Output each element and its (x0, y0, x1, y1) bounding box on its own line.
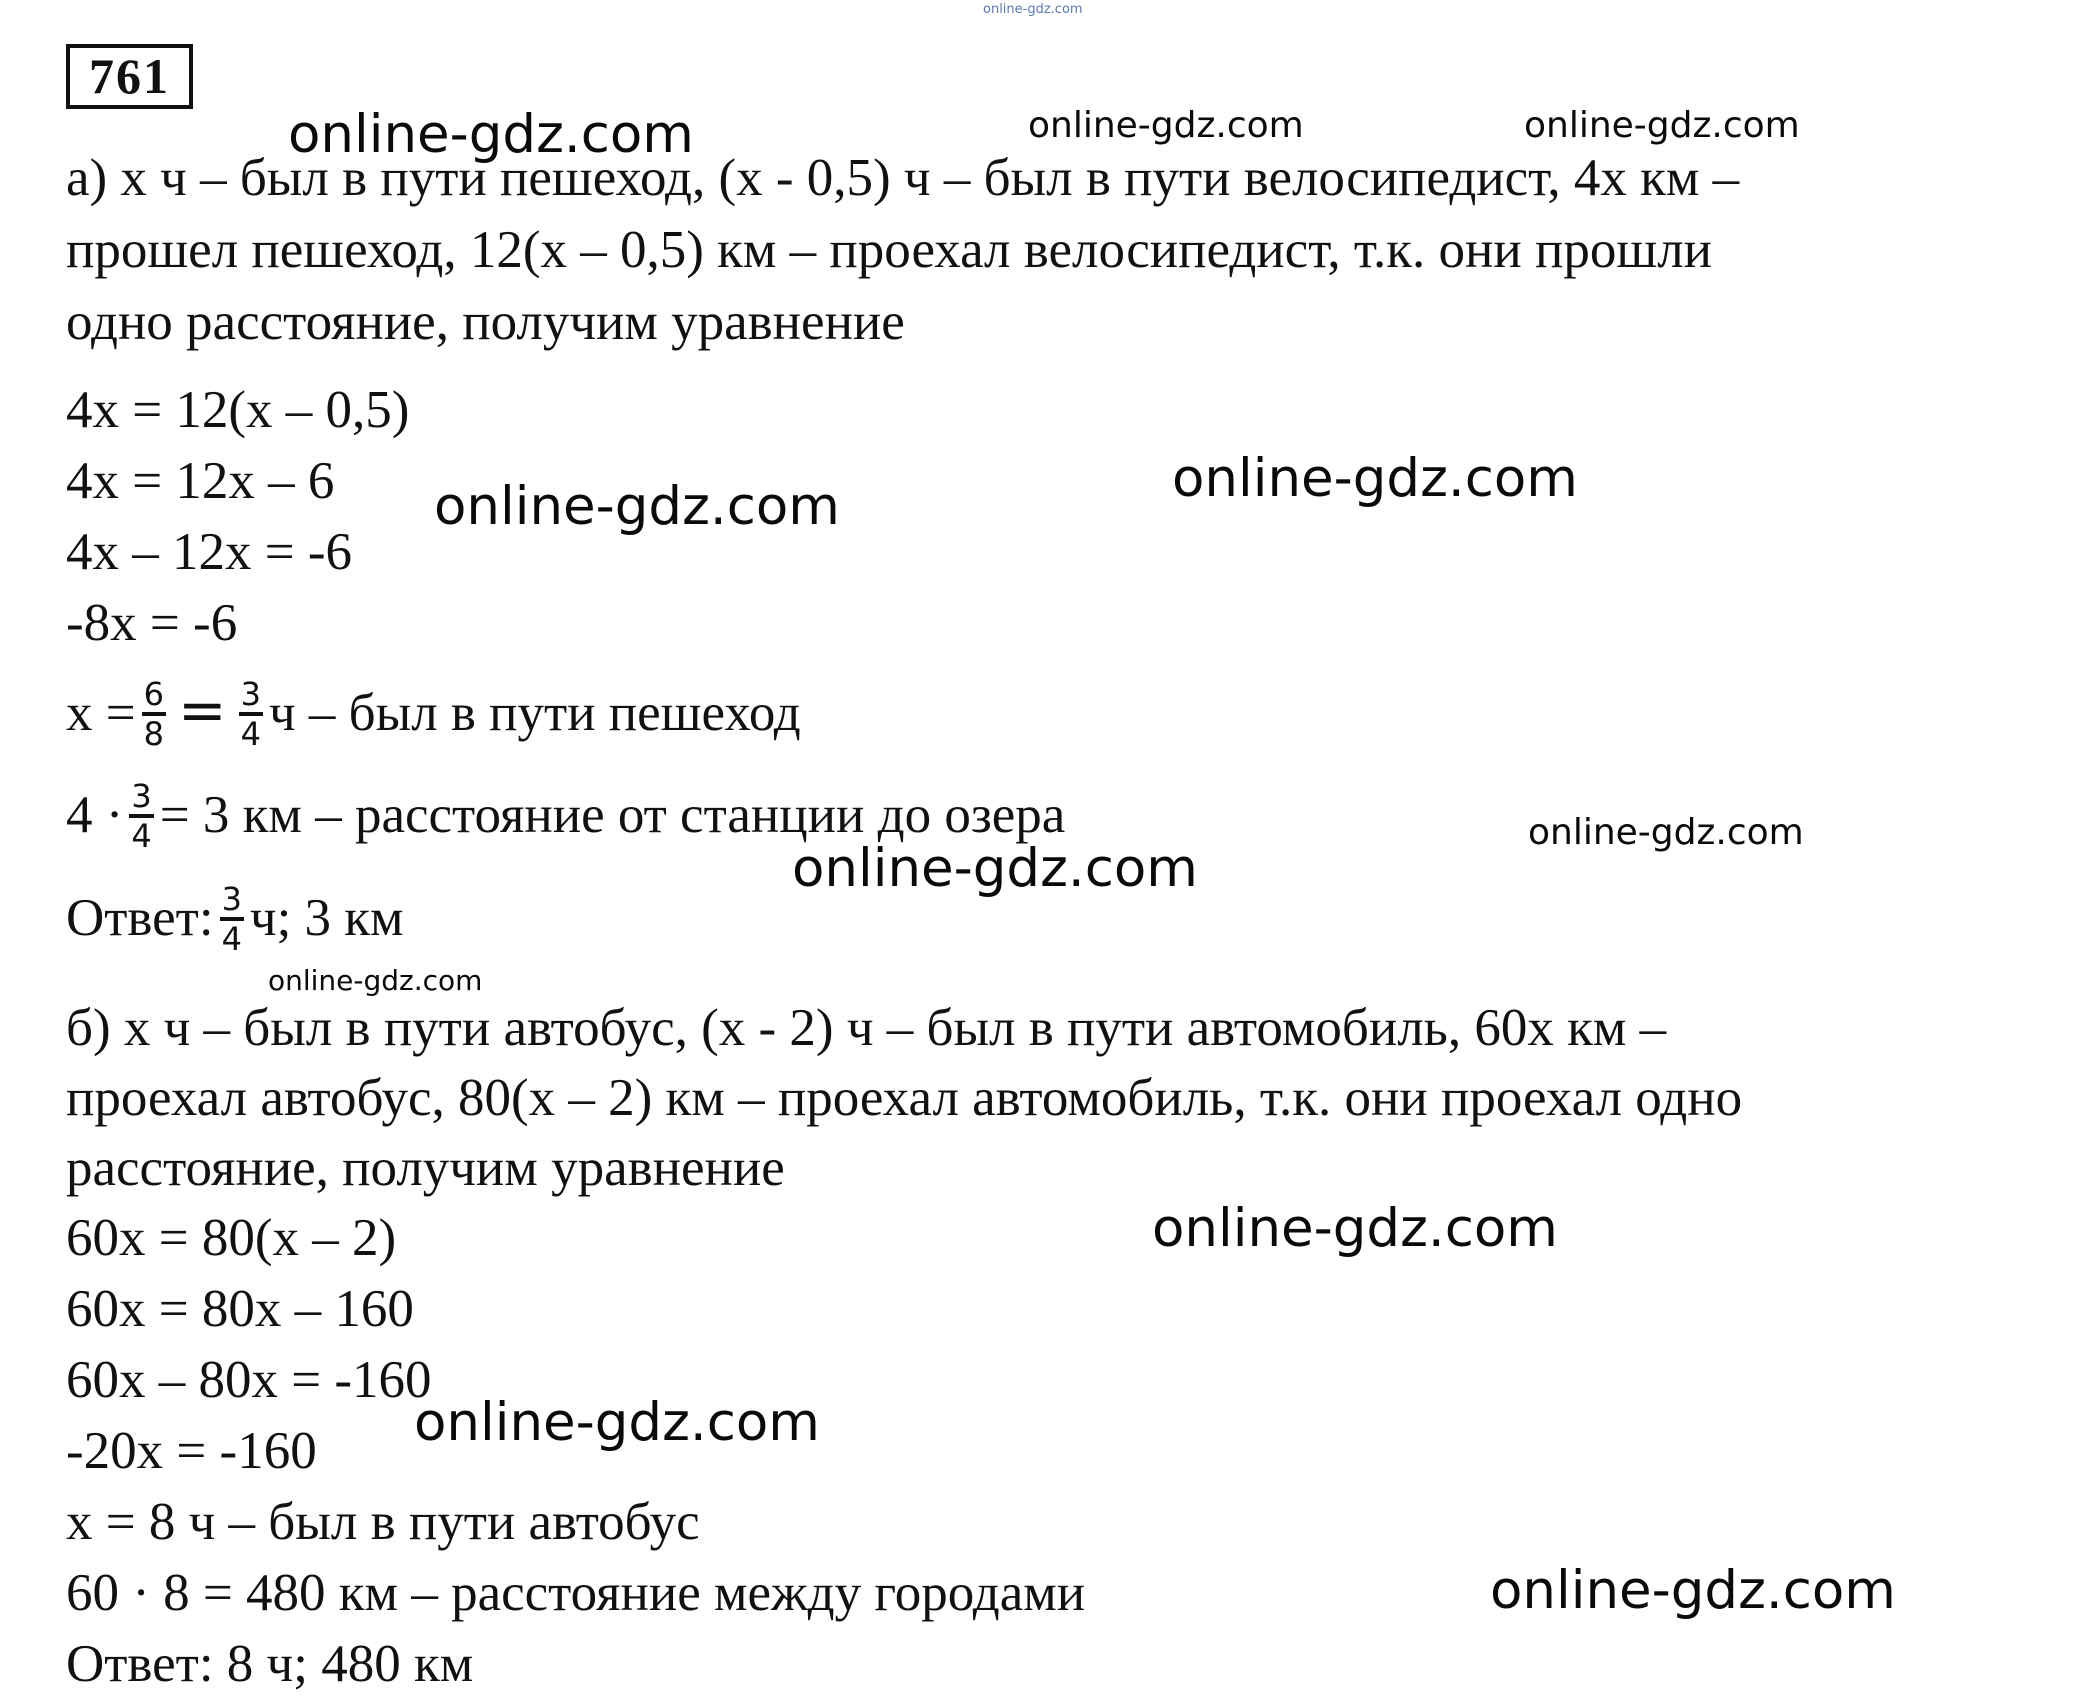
answer-suffix: ч; 3 км (249, 889, 404, 948)
equals-sign: = (178, 676, 227, 745)
part-a-line-1: а) х ч – был в пути пешеход, (х - 0,5) ч – был в пути велосипедист, 4х км – (66, 149, 1740, 207)
part-a-x-solution (66, 675, 801, 756)
watermark: online-gdz.com (1528, 812, 1804, 853)
watermark-top-small: online-gdz.com (983, 2, 1083, 17)
fraction-6-8 (142, 676, 166, 752)
problem-number: 761 (66, 44, 193, 109)
fraction-denominator: 4 (220, 917, 244, 957)
part-b-line-2: проехал автобус, 80(х – 2) км – проехал автомобиль, т.к. они проехал одно (66, 1069, 1743, 1127)
watermark: online-gdz.com (1490, 1560, 1896, 1621)
watermark: online-gdz.com (1172, 448, 1578, 509)
part-b-equation-2: 60х = 80х – 160 (66, 1280, 414, 1338)
part-b-equation-4: -20х = -160 (66, 1422, 317, 1480)
fraction-3-4 (220, 881, 244, 957)
part-b-equation-6: 60 · 8 = 480 км – расстояние между городами (66, 1564, 1086, 1622)
fraction-numerator: 3 (131, 777, 152, 815)
part-b-equation-3: 60х – 80х = -160 (66, 1351, 432, 1409)
answer-prefix: Ответ: (66, 889, 214, 948)
watermark: online-gdz.com (268, 964, 483, 997)
watermark: online-gdz.com (1152, 1198, 1558, 1259)
watermark: online-gdz.com (288, 104, 694, 165)
fraction-numerator: 3 (240, 675, 261, 713)
fraction-denominator: 8 (142, 712, 166, 752)
watermark: online-gdz.com (792, 838, 1198, 899)
part-a-equation-3: 4х – 12х = -6 (66, 523, 353, 581)
part-b-equation-5: х = 8 ч – был в пути автобус (66, 1493, 700, 1551)
part-b-equation-1: 60х = 80(х – 2) (66, 1209, 397, 1267)
part-a-equation-4: -8х = -6 (66, 594, 238, 652)
fraction-denominator: 4 (239, 712, 263, 752)
part-a-equation-1: 4х = 12(х – 0,5) (66, 381, 410, 439)
fraction-3-4 (129, 778, 153, 854)
distance-prefix: 4 · (66, 786, 124, 845)
fraction-numerator: 6 (143, 675, 164, 713)
part-a-line-2: прошел пешеход, 12(х – 0,5) км – проехал велосипедист, т.к. они прошли (66, 221, 1713, 279)
part-a-equation-2: 4х = 12х – 6 (66, 452, 335, 510)
distance-suffix: = 3 км – расстояние от станции до озера (159, 786, 1066, 845)
fraction-denominator: 4 (129, 814, 153, 854)
part-b-line-1: б) х ч – был в пути автобус, (х - 2) ч – был в пути автомобиль, 60х км – (66, 999, 1667, 1057)
fraction-numerator: 3 (221, 880, 242, 918)
watermark: online-gdz.com (1524, 105, 1800, 146)
x-suffix: ч – был в пути пешеход (268, 684, 801, 743)
part-a-line-3: одно расстояние, получим уравнение (66, 293, 905, 351)
part-b-line-3: расстояние, получим уравнение (66, 1139, 785, 1197)
watermark: online-gdz.com (414, 1392, 820, 1453)
part-a-answer (66, 880, 404, 961)
watermark: online-gdz.com (434, 476, 840, 537)
part-b-answer: Ответ: 8 ч; 480 км (66, 1635, 474, 1693)
x-prefix: х = (66, 684, 136, 743)
watermark: online-gdz.com (1028, 105, 1304, 146)
fraction-3-4 (239, 676, 263, 752)
